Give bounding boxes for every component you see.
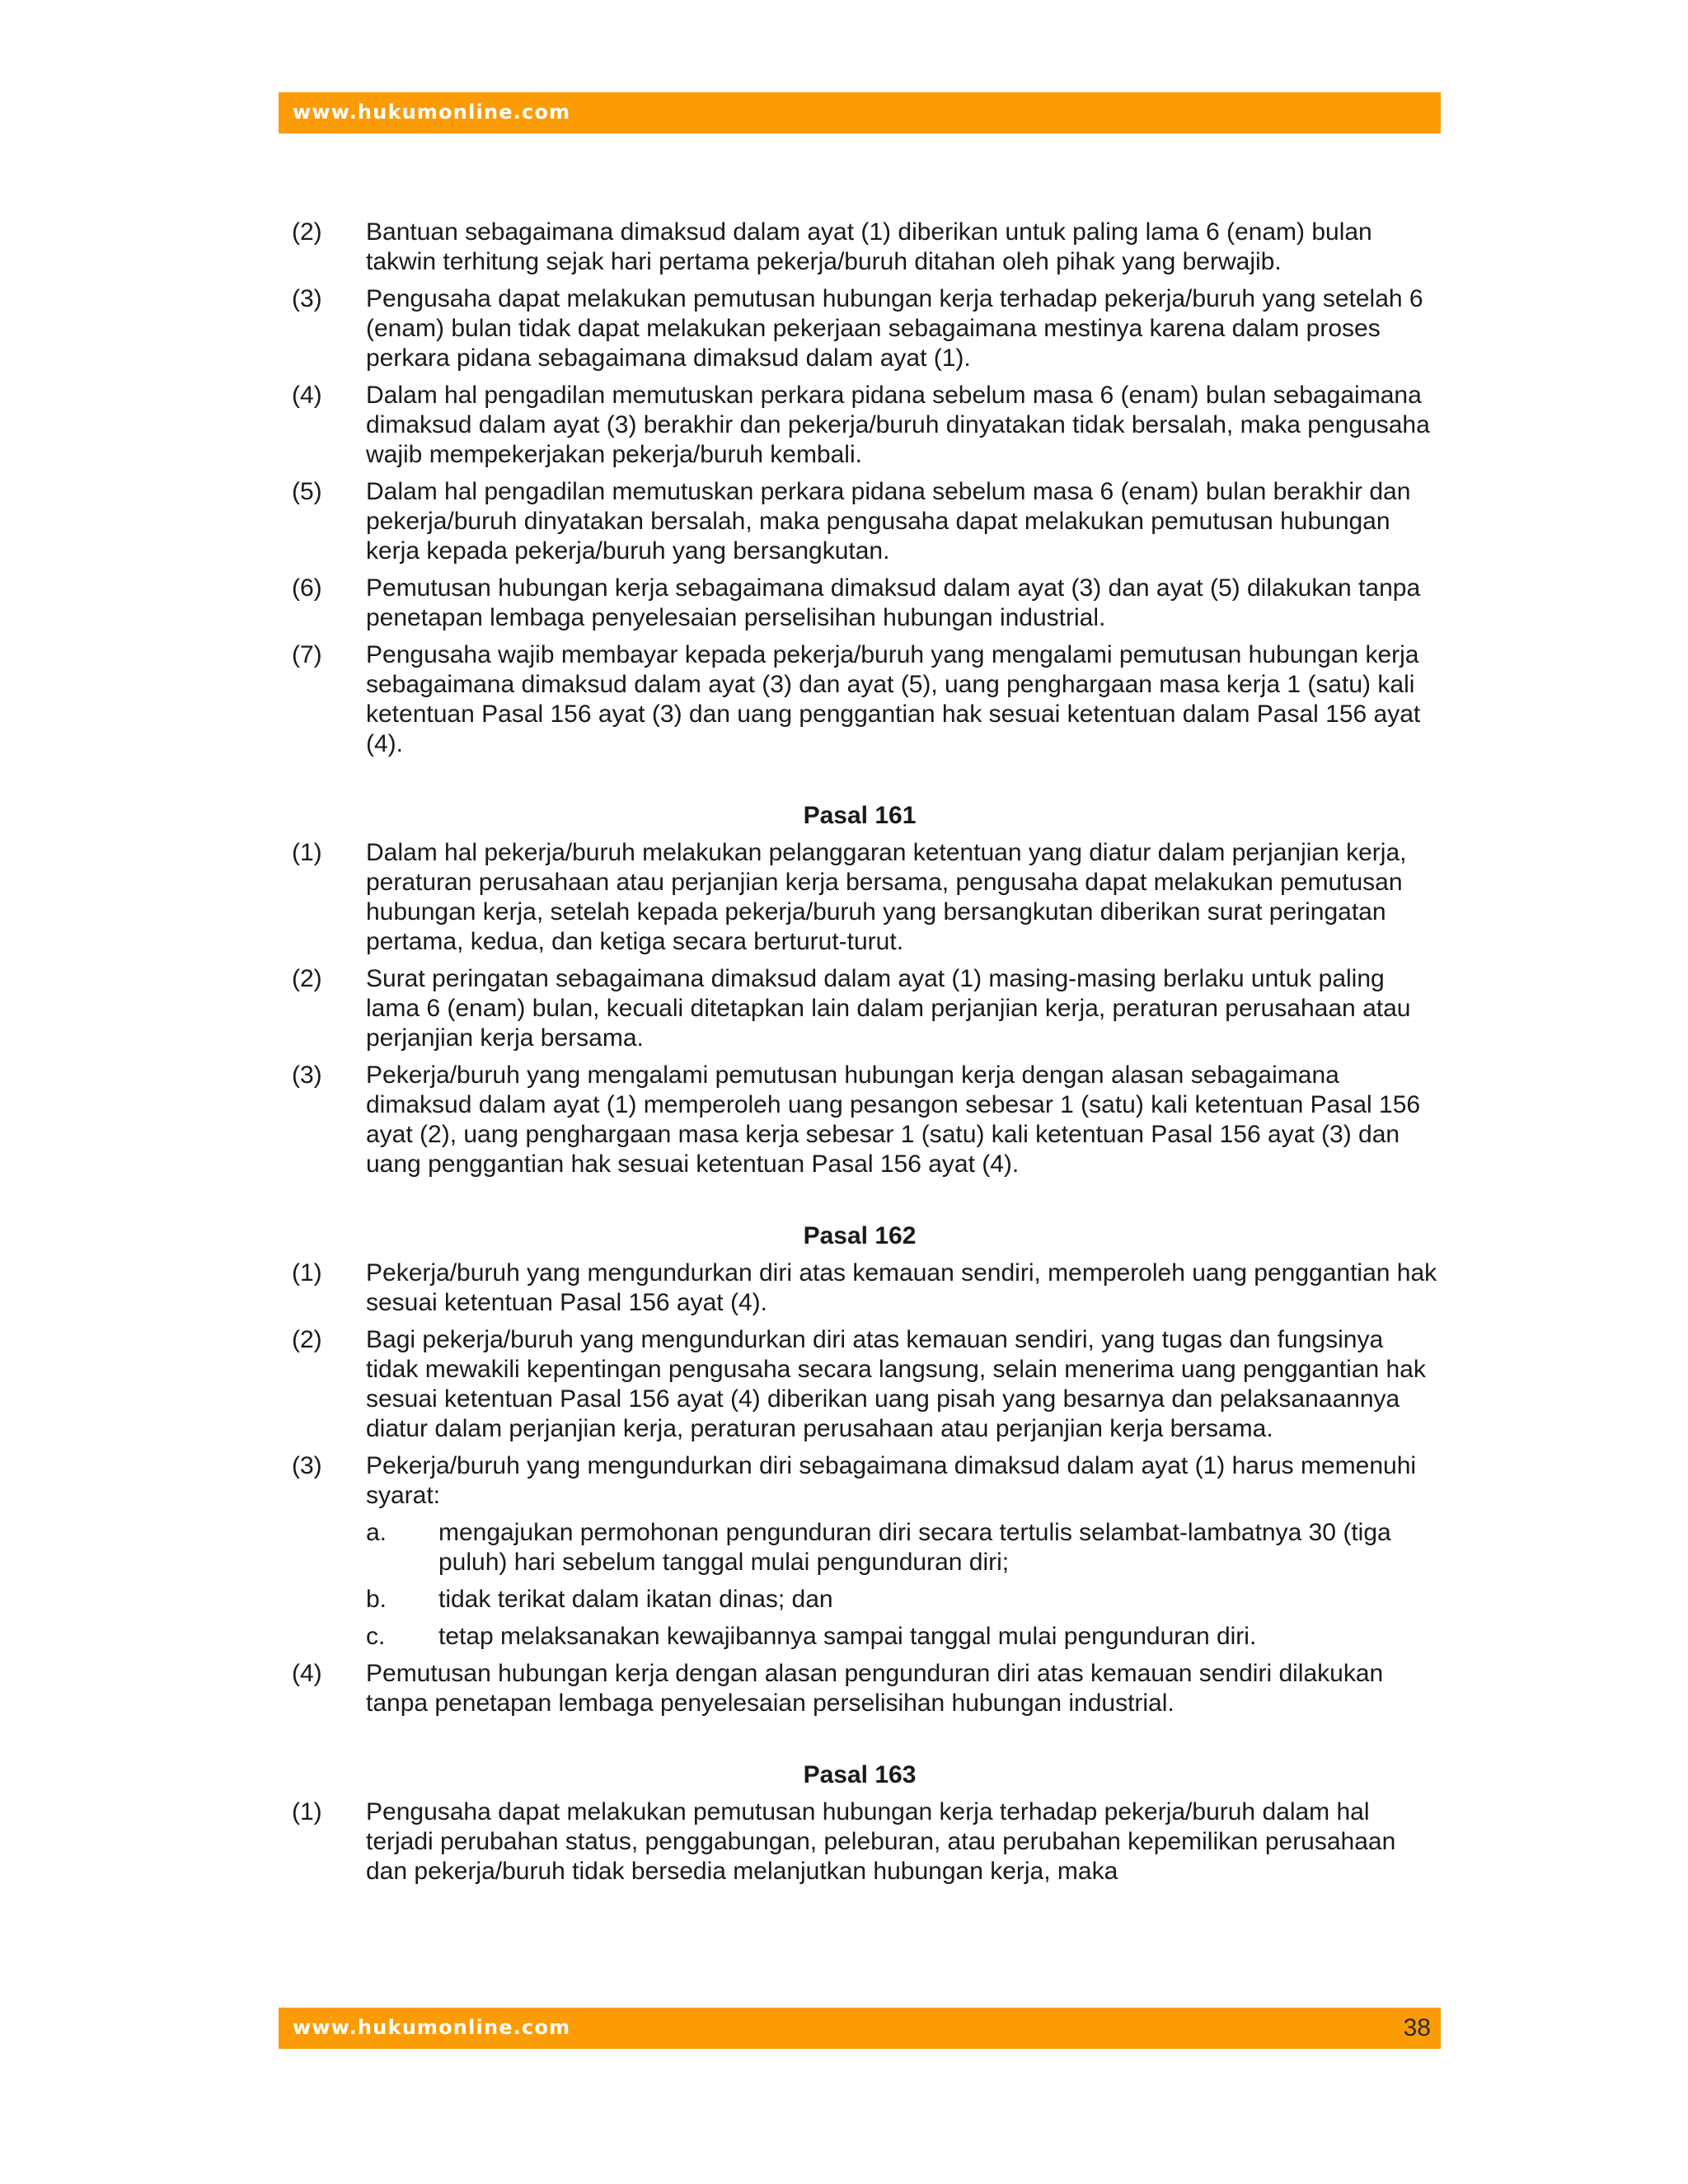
header-bar [279, 92, 1441, 134]
paragraph-text: Pemutusan hubungan kerja sebagaimana dimaksud dalam ayat (3) dan ayat (5) dilakukan tanpa penetapan lembaga penyelesaian perselisihan hubungan industrial. [366, 574, 1421, 631]
document-body [0, 218, 1688, 1894]
paragraph-text: Pengusaha wajib membayar kepada pekerja/buruh yang mengalami pemutusan hubungan kerja sebagaimana dimaksud dalam ayat (3) dan ayat (5), uang penghargaan masa kerja 1 (satu) kali ketentuan Pasal 156 ayat (3) dan uang penggantian hak sesuai ketentuan dalam Pasal 156 ayat (4). [366, 641, 1421, 757]
footer-bar [279, 2008, 1441, 2049]
paragraph-text: Pengusaha dapat melakukan pemutusan hubungan kerja terhadap pekerja/buruh yang setelah 6 (enam) bulan tidak dapat melakukan pekerjaan sebagaimana mestinya karena dalam proses perkara pidana sebagaimana dimaksud dalam ayat (1). [366, 285, 1423, 372]
sub-item-text: tidak terikat dalam ikatan dinas; dan [438, 1586, 833, 1613]
paragraph-item [0, 838, 1437, 957]
sub-item-letter: a. [366, 1519, 387, 1546]
paragraph-item [0, 284, 1437, 373]
paragraph-item [0, 1061, 1437, 1179]
paragraph-item [0, 381, 1437, 470]
section-heading: Pasal 162 [803, 1222, 917, 1249]
sub-item-text: tetap melaksanakan kewajibannya sampai tanggal mulai pengunduran diri. [438, 1623, 1257, 1650]
paragraph-text: Bagi pekerja/buruh yang mengundurkan diri atas kemauan sendiri, yang tugas dan fungsinya tidak mewakili kepentingan pengusaha secara langsung, selain menerima uang penggantian hak sesuai ketentuan Pasal 156 ayat (4) diberikan uang pisah yang besarnya dan pelaksanaannya diatur dalam perjanjian kerja, peraturan perusahaan atau perjanjian kerja bersama. [366, 1326, 1426, 1442]
paragraph-number: (4) [292, 382, 322, 409]
paragraph-item [0, 1797, 1437, 1886]
paragraph-text: Dalam hal pekerja/buruh melakukan pelanggaran ketentuan yang diatur dalam perjanjian kerja, peraturan perusahaan atau perjanjian kerja bersama, pengusaha dapat melakukan pemutusan hubungan kerja, setelah kepada pekerja/buruh yang bersangkutan diberikan surat peringatan pertama, kedua, dan ketiga secara berturut-turut. [366, 839, 1407, 955]
paragraph-number: (7) [292, 641, 322, 668]
sub-item-text: mengajukan permohonan pengunduran diri secara tertulis selambat-lambatnya 30 (tiga puluh) hari sebelum tanggal mulai pengunduran diri; [438, 1519, 1391, 1576]
paragraph-item [0, 1659, 1437, 1718]
paragraph-text: Bantuan sebagaimana dimaksud dalam ayat (1) diberikan untuk paling lama 6 (enam) bulan takwin terhitung sejak hari pertama pekerja/buruh ditahan oleh pihak yang berwajib. [366, 218, 1372, 275]
paragraph-item [0, 1325, 1437, 1444]
paragraph-text: Pengusaha dapat melakukan pemutusan hubungan kerja terhadap pekerja/buruh dalam hal terjadi perubahan status, penggabungan, peleburan, atau perubahan kepemilikan perusahaan dan pekerja/buruh tidak bersedia melanjutkan hubungan kerja, maka [366, 1798, 1396, 1885]
paragraph-item [0, 640, 1437, 759]
page-number: 38 [1403, 2014, 1431, 2041]
paragraph-number: (2) [292, 1326, 322, 1353]
section-heading: Pasal 161 [803, 802, 917, 829]
paragraph-number: (5) [292, 478, 322, 505]
paragraph-number: (6) [292, 574, 322, 602]
section-heading: Pasal 163 [803, 1761, 917, 1788]
paragraph-number: (1) [292, 839, 322, 866]
paragraph-item [0, 1258, 1437, 1318]
header-url[interactable]: www.hukumonline.com [293, 101, 571, 124]
paragraph-number: (3) [292, 1452, 322, 1479]
sub-item [0, 1518, 1437, 1577]
paragraph-text: Pekerja/buruh yang mengundurkan diri atas kemauan sendiri, memperoleh uang penggantian hak sesuai ketentuan Pasal 156 ayat (4). [366, 1259, 1437, 1316]
paragraph-text: Pekerja/buruh yang mengundurkan diri sebagaimana dimaksud dalam ayat (1) harus memenuhi syarat: [366, 1452, 1417, 1509]
paragraph-number: (2) [292, 965, 322, 992]
sub-item [0, 1622, 1437, 1652]
paragraph-text: Pemutusan hubungan kerja dengan alasan pengunduran diri atas kemauan sendiri dilakukan tanpa penetapan lembaga penyelesaian perselisihan hubungan industrial. [366, 1660, 1384, 1717]
paragraph-number: (4) [292, 1660, 322, 1687]
paragraph-text: Dalam hal pengadilan memutuskan perkara pidana sebelum masa 6 (enam) bulan berakhir dan pekerja/buruh dinyatakan bersalah, maka pengusaha dapat melakukan pemutusan hubungan kerja kepada pekerja/buruh yang bersangkutan. [366, 478, 1411, 565]
paragraph-text: Surat peringatan sebagaimana dimaksud dalam ayat (1) masing-masing berlaku untuk paling lama 6 (enam) bulan, kecuali ditetapkan lain dalam perjanjian kerja, peraturan perusahaan atau perjanjian kerja bersama. [366, 965, 1411, 1052]
paragraph-text: Dalam hal pengadilan memutuskan perkara pidana sebelum masa 6 (enam) bulan sebagaimana dimaksud dalam ayat (3) berakhir dan pekerja/buruh dinyatakan tidak bersalah, maka pengusaha wajib mempekerjakan pekerja/buruh kembali. [366, 382, 1430, 468]
paragraph-number: (1) [292, 1259, 322, 1286]
paragraph-number: (3) [292, 285, 322, 312]
paragraph-item [0, 477, 1437, 566]
paragraph-text: Pekerja/buruh yang mengalami pemutusan hubungan kerja dengan alasan sebagaimana dimaksud dalam ayat (1) memperoleh uang pesangon sebesar 1 (satu) kali ketentuan Pasal 156 ayat (2), uang penghargaan masa kerja sebesar 1 (satu) kali ketentuan Pasal 156 ayat (3) dan uang penggantian hak sesuai ketentuan Pasal 156 ayat (4). [366, 1062, 1421, 1178]
paragraph-item [0, 218, 1437, 277]
paragraph-item [0, 1451, 1437, 1511]
paragraph-number: (1) [292, 1798, 322, 1825]
sub-item-letter: b. [366, 1586, 387, 1613]
paragraph-number: (3) [292, 1062, 322, 1089]
sub-item-letter: c. [366, 1623, 386, 1650]
footer-url[interactable]: www.hukumonline.com [293, 2016, 571, 2039]
paragraph-number: (2) [292, 218, 322, 246]
paragraph-item [0, 574, 1437, 633]
sub-item [0, 1585, 1437, 1615]
paragraph-item [0, 964, 1437, 1053]
